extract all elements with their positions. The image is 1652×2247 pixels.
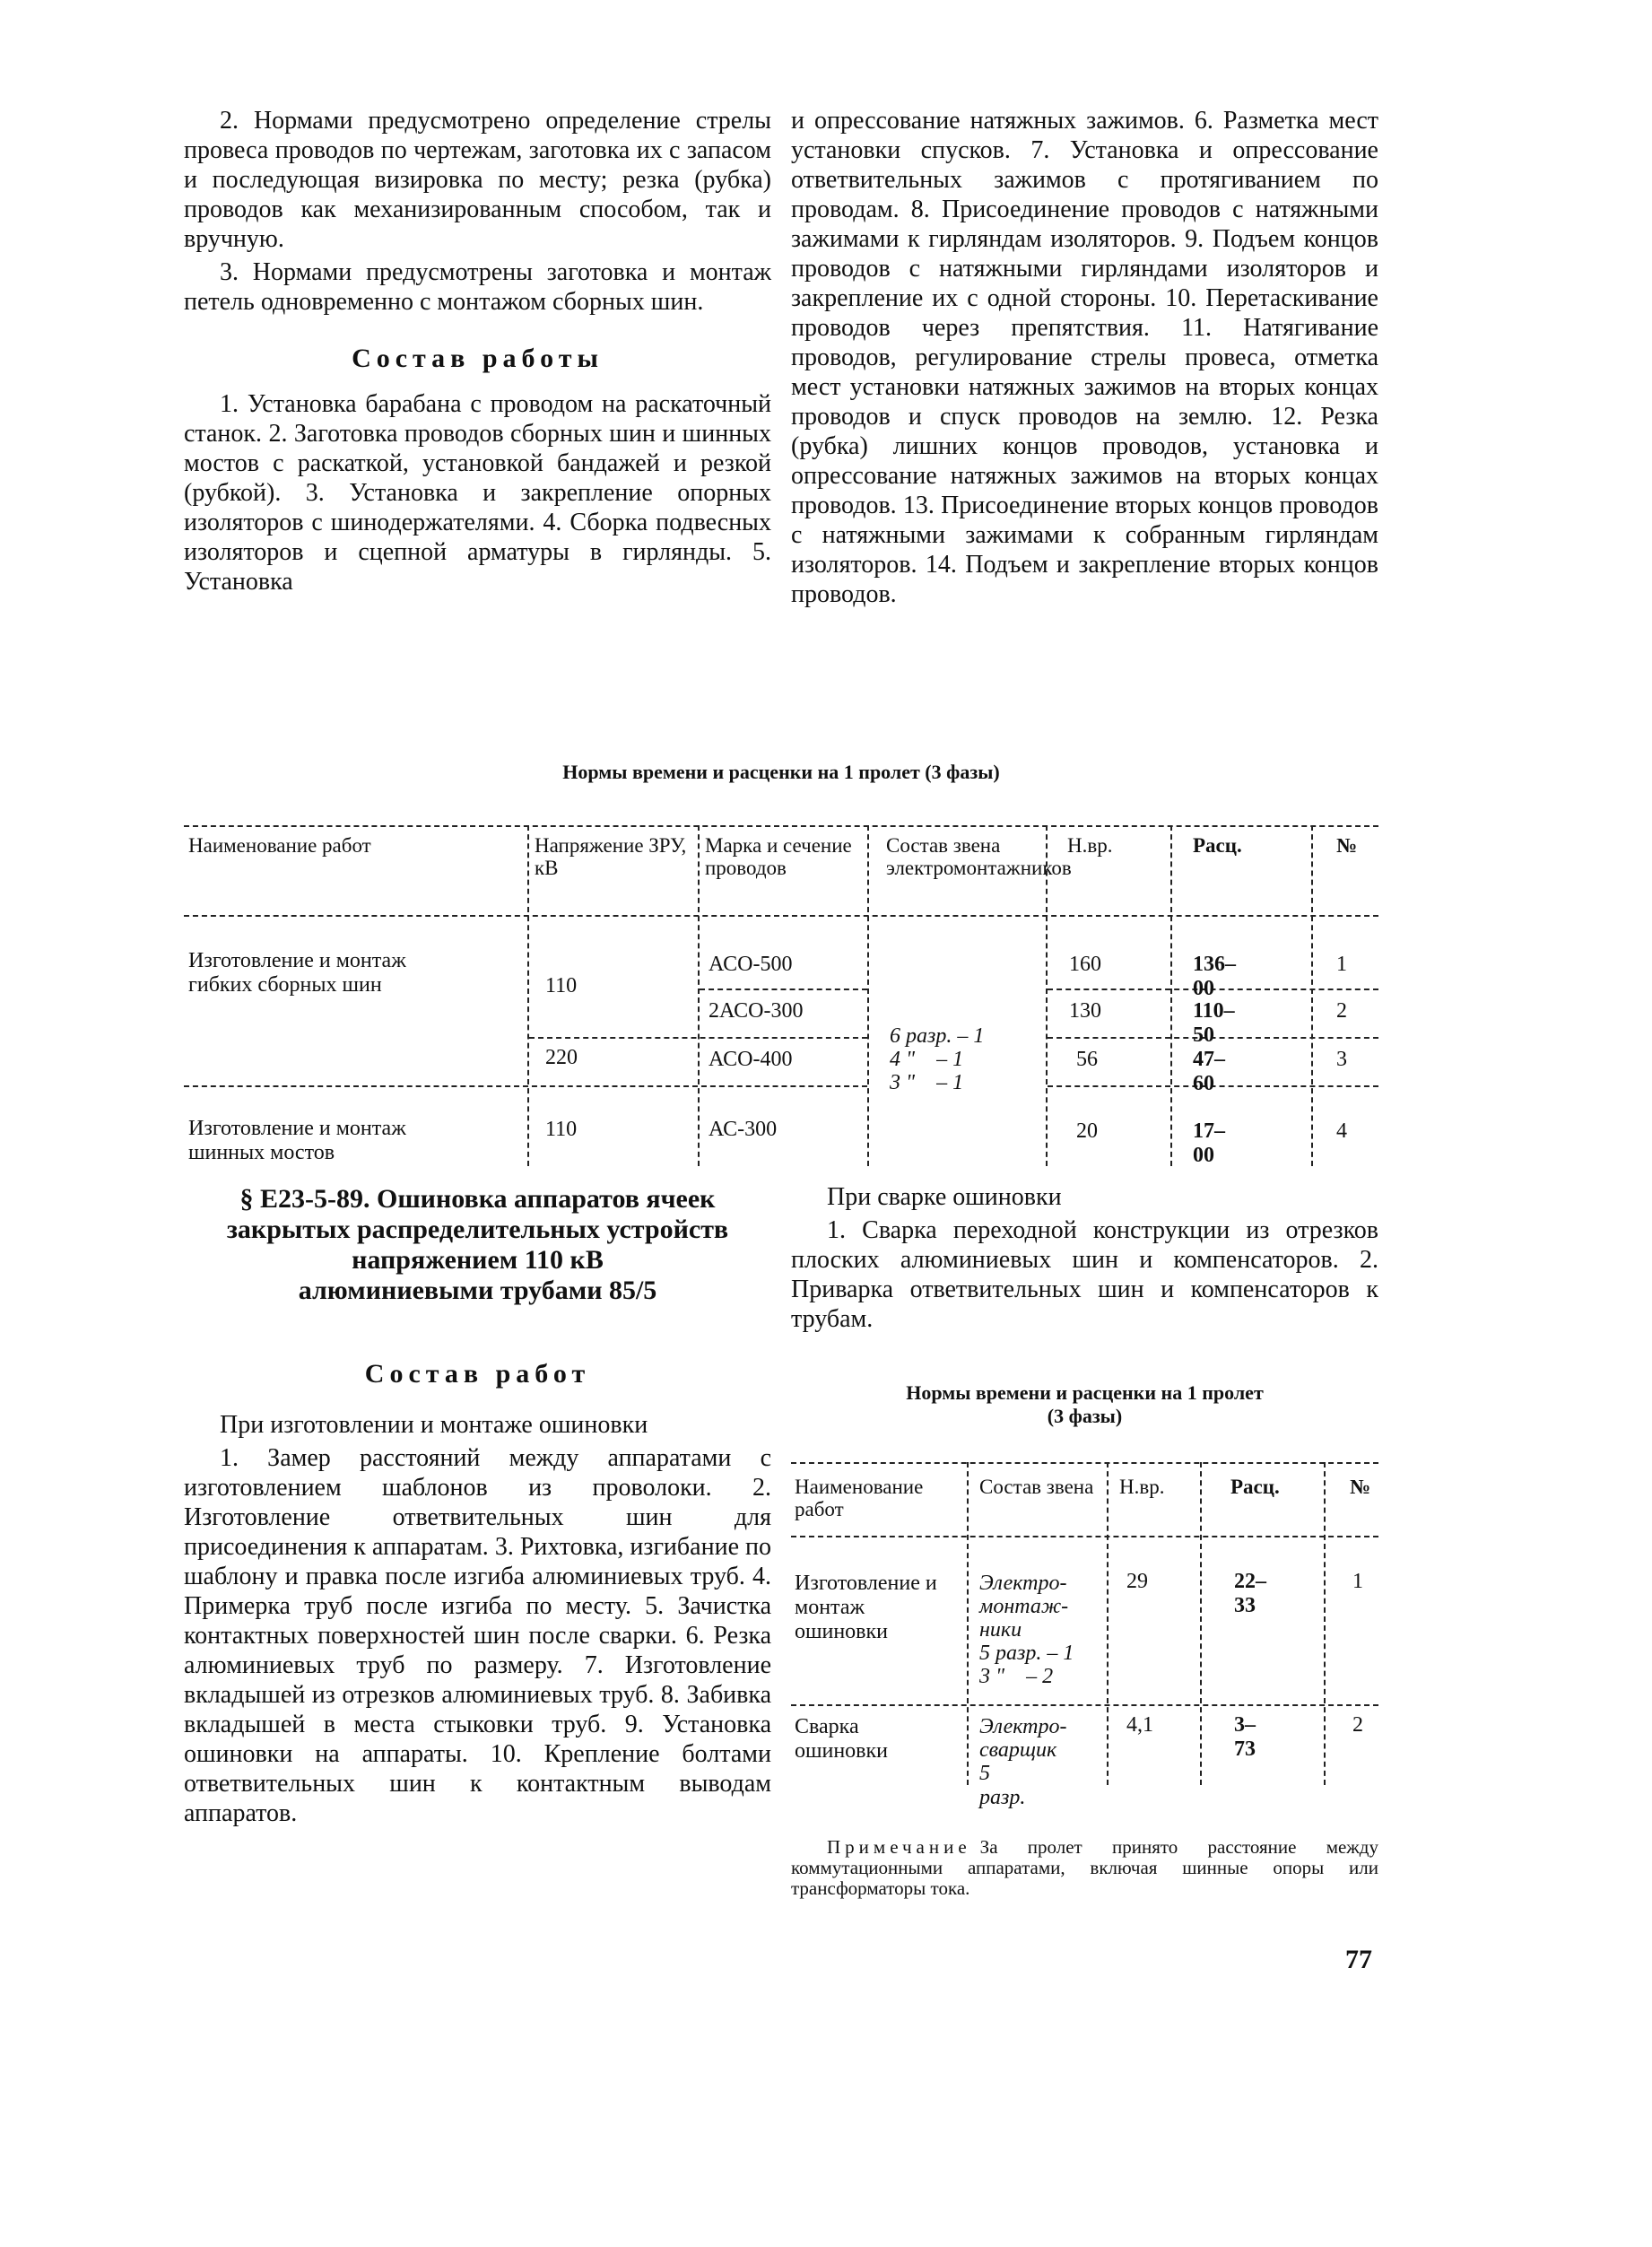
- table1-row-rule: [184, 1085, 867, 1087]
- table1-rate: 47–60: [1193, 1048, 1225, 1095]
- table1-hvr: 20: [1076, 1119, 1098, 1143]
- table2-header-num: №: [1350, 1476, 1371, 1498]
- page-number: 77: [1345, 1945, 1372, 1974]
- top-right-column: [791, 106, 1378, 609]
- table2-crew-line: монтаж-: [979, 1595, 1069, 1618]
- table1-voltage: 220: [545, 1046, 578, 1069]
- section-heading: Состав работы: [352, 344, 604, 373]
- table2-crew-line: Электро-: [979, 1715, 1067, 1738]
- table1-hvr: 56: [1076, 1048, 1098, 1071]
- table1-header-num: №: [1336, 834, 1358, 857]
- table2-header-crew: Состав звена: [979, 1476, 1094, 1498]
- table2-header-rate: Расц.: [1230, 1476, 1280, 1498]
- table1-num: 1: [1336, 953, 1347, 976]
- table1-col-rule: [1311, 825, 1313, 1166]
- table1-col-rule: [527, 825, 529, 1166]
- section-title-line: напряжением 110 кВ: [352, 1245, 604, 1275]
- table2-row-name: Сварка ошиновки: [795, 1715, 889, 1763]
- table2-rate: 3–73: [1234, 1713, 1256, 1761]
- table2-header-hvr: Н.вр.: [1119, 1476, 1165, 1498]
- table1-header-hvr: Н.вр.: [1067, 834, 1113, 857]
- table2-header-name: Наименование работ: [795, 1476, 924, 1520]
- section-title: [184, 1184, 771, 1306]
- table1-rate: 110–50: [1193, 999, 1235, 1047]
- table1-num: 3: [1336, 1048, 1347, 1071]
- table1-crew-line: 4 " – 1: [890, 1048, 964, 1071]
- table2-num: 1: [1352, 1570, 1363, 1593]
- table1-header-rule: [184, 915, 1378, 917]
- section-title-line: закрытых распределительных устройств: [226, 1215, 729, 1244]
- top-left-column: [184, 106, 771, 597]
- paragraph: 3. Нормами предусмотрены заготовка и монтаж петель одновременно с монтажом сборных шин.: [184, 258, 771, 316]
- paragraph: и опрессование натяжных зажимов. 6. Разметка мест установки спусков. 7. Установка и опрессование ответвительных зажимов с протягиванием по проводам. 8. Присоединение проводов с натяжными зажимами к гирляндам изоляторов. 9. Подъем концов проводов с натяжными гирляндами изоляторов и закрепление их с одной стороны. 10. Перетаскивание проводов через препятствия. 11. Натягивание проводов, регулирование стрелы провеса, отметка мест установки натяжных зажимов на вторых концах проводов и спуск проводов на землю. 12. Резка (рубка) лишних концов проводов, установка и опрессование натяжных зажимов на вторых концах проводов. 13. Присоединение вторых концов проводов с натяжными зажимами к собранным гирляндам изоляторов. 14. Подъем и закрепление вторых концов проводов.: [791, 107, 1378, 608]
- table1-voltage: 110: [545, 974, 578, 997]
- table1-header-name: Наименование работ: [188, 834, 371, 857]
- table2-crew-line: 5 разр. – 1: [979, 1642, 1074, 1665]
- table2-crew-line: 5 разр.: [979, 1762, 1026, 1809]
- table1-header-rate: Расц.: [1193, 834, 1242, 857]
- paragraph: 1. Замер расстояний между аппаратами с изготовлением шаблонов из проволоки. 2. Изготовление ответвительных шин для присоединения к аппаратам. 3. Рихтовка, изгибание по шаблону и правка после изгиба алюминиевых труб. 4. Примерка труб после изгиба по месту. 5. Зачистка контактных поверхностей шин после сварки. 6. Резка алюминиевых труб по размеру. 7. Изготовление вкладышей из отрезков алюминиевых труб. 8. Забивка вкладышей в места стыковки труб. 9. Установка ошиновки на аппараты. 10. Крепление болтами ответвительных шин к контактным выводам аппаратов.: [184, 1444, 771, 1827]
- table1-voltage: 110: [545, 1118, 578, 1141]
- table2-caption-line: (3 фазы): [1047, 1405, 1123, 1427]
- table1-rate: 136–00: [1193, 953, 1236, 1000]
- table1-wire: АСО-400: [709, 1048, 793, 1071]
- table1-caption: Нормы времени и расценки на 1 пролет (3 фазы): [562, 761, 1000, 783]
- table1-header-voltage: Напряжение ЗРУ, кВ: [535, 834, 687, 879]
- table1-wire: 2АСО-300: [709, 999, 804, 1023]
- paragraph: 1. Установка барабана с проводом на раскаточный станок. 2. Заготовка проводов сборных шин и шинных мостов с раскаткой, установкой бандажей и резкой (рубкой). 3. Установка и закрепление опорных изоляторов с шинодержателями. 4. Сборка подвесных изоляторов и сцепной арматуры в гирлянды. 5. Установка: [184, 390, 771, 596]
- table2-rate: 22–33: [1234, 1570, 1266, 1617]
- section-right-column: [791, 1182, 1378, 1334]
- table1-group1-name: Изготовление и монтаж гибких сборных шин: [188, 949, 406, 997]
- table1-header-wire: Марка и сечение проводов: [705, 834, 852, 879]
- table1-group2-name: Изготовление и монтаж шинных мостов: [188, 1117, 406, 1164]
- note-text: За пролет принято расстояние между коммутационными аппаратами, включая шинные опоры или трансформаторы тока.: [791, 1836, 1378, 1899]
- paragraph: 1. Сварка переходной конструкции из отрезков плоских алюминиевых шин и компенсаторов. 2. Приварка ответвительных шин и компенсаторов к трубам.: [791, 1216, 1378, 1333]
- note: [791, 1837, 1378, 1899]
- section-title-line: алюминиевыми трубами 85/5: [298, 1276, 657, 1305]
- subheading: При сварке ошиновки: [827, 1183, 1062, 1211]
- table1-crew-line: 6 разр. – 1: [890, 1024, 985, 1048]
- table1-top-rule: [184, 825, 1378, 827]
- note-label: Примечание: [827, 1836, 971, 1858]
- section-left-column: [184, 1359, 771, 1828]
- table1-wire: АС-300: [709, 1118, 778, 1141]
- section-title-line: § Е23-5-89. Ошиновка аппаратов ячеек: [239, 1184, 716, 1214]
- table1-wire: АСО-500: [709, 953, 793, 976]
- table2-hvr: 4,1: [1126, 1713, 1153, 1737]
- table2-caption: [791, 1381, 1378, 1428]
- table2-row-rule: [791, 1704, 1378, 1706]
- section-heading: Состав работ: [364, 1359, 591, 1389]
- table1-col-rule: [867, 825, 869, 1166]
- table1-rate: 17–00: [1193, 1119, 1225, 1167]
- table1-hvr: 160: [1069, 953, 1101, 976]
- table1-hvr: 130: [1069, 999, 1101, 1023]
- table2-crew-line: Электро-: [979, 1572, 1067, 1595]
- table2-header-rule: [791, 1536, 1378, 1537]
- table2-col-rule: [1200, 1462, 1202, 1785]
- table2-crew-line: 3 " – 2: [979, 1665, 1054, 1688]
- subheading: При изготовлении и монтаже ошиновки: [220, 1411, 648, 1439]
- table1-row-rule: [700, 989, 867, 990]
- paragraph: 2. Нормами предусмотрено определение стрелы провеса проводов по чертежам, заготовка их с запасом и последующая визировка по месту; резка (рубка) проводов как механизированным способом, так и вручную.: [184, 107, 771, 253]
- table1-crew-line: 3 " – 1: [890, 1071, 964, 1094]
- table2-crew-line: ники: [979, 1618, 1022, 1642]
- table2-col-rule: [1107, 1462, 1109, 1785]
- table2-col-rule: [1324, 1462, 1326, 1785]
- table2-hvr: 29: [1126, 1570, 1148, 1593]
- table2-top-rule: [791, 1462, 1378, 1464]
- table2-num: 2: [1352, 1713, 1363, 1737]
- table1-header-crew: Состав звена электромонтажников: [886, 834, 1072, 879]
- table1-num: 2: [1336, 999, 1347, 1023]
- table2-col-rule: [967, 1462, 969, 1785]
- table2-crew-line: сварщик: [979, 1738, 1057, 1762]
- table1-col-rule: [698, 825, 700, 1166]
- table1-num: 4: [1336, 1119, 1347, 1143]
- table2-caption-line: Нормы времени и расценки на 1 пролет: [906, 1381, 1264, 1404]
- table1-col-rule: [1170, 825, 1172, 1166]
- table2-row-name: Изготовление и монтаж ошиновки: [795, 1572, 937, 1643]
